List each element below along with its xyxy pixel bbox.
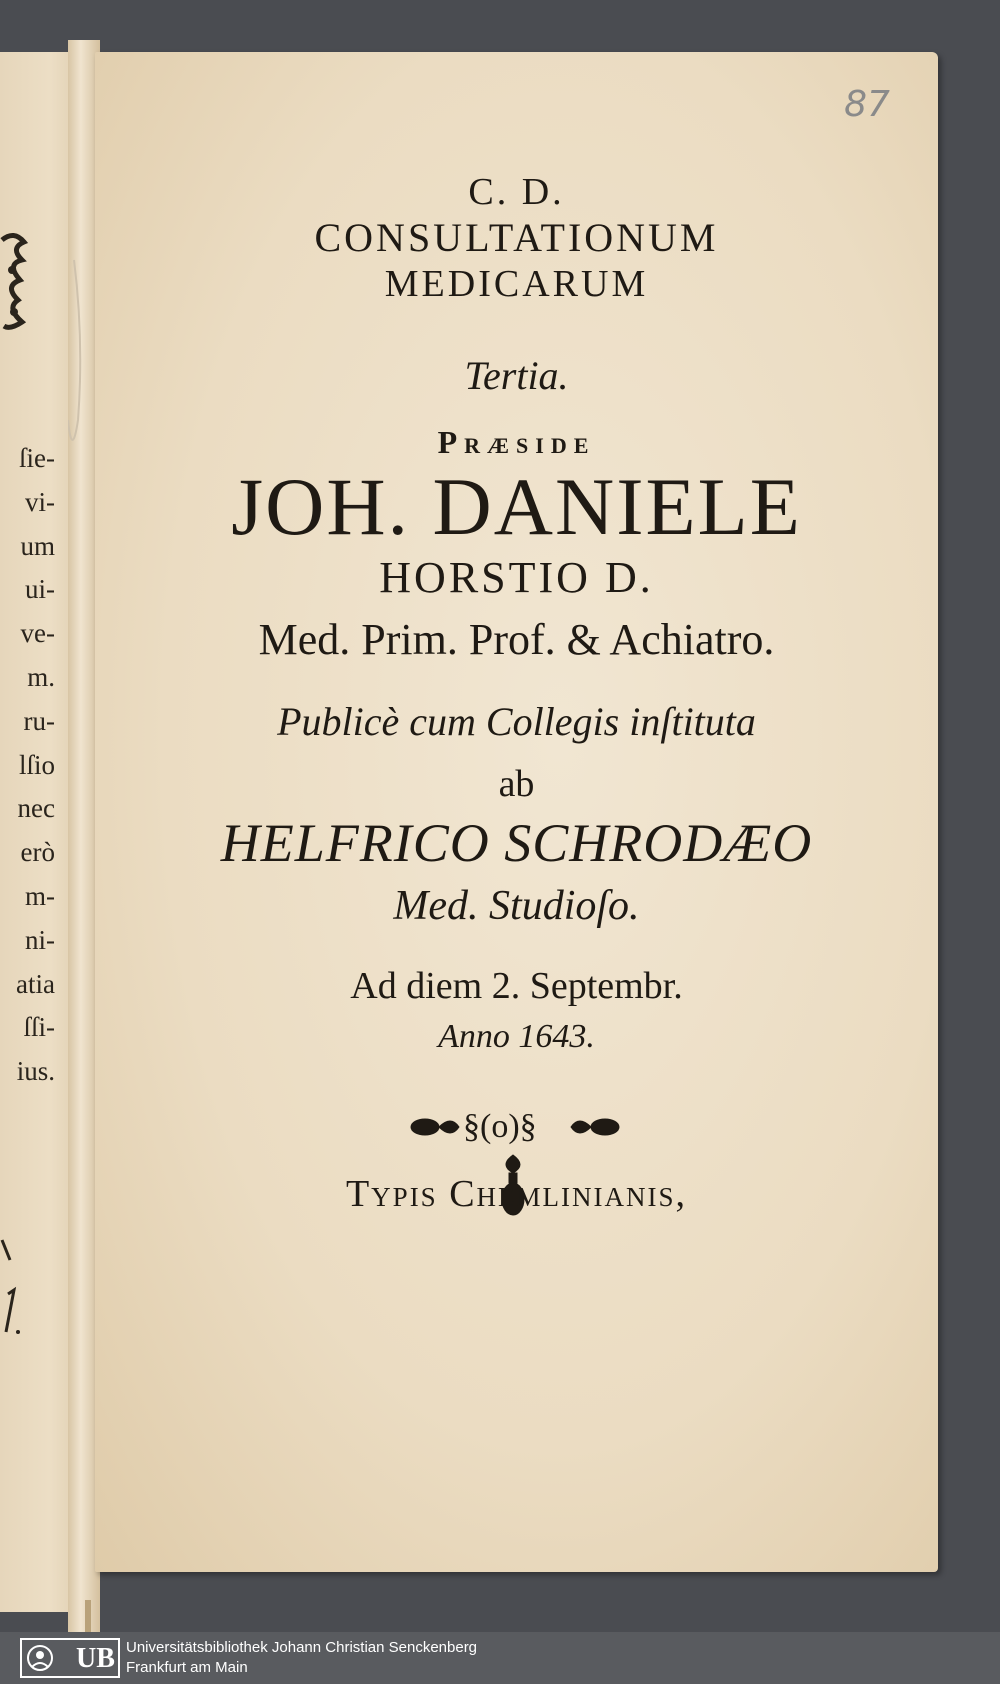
facing-page-text-fragment [0,437,55,1094]
presiding-surname: HORSTIO D. [379,553,654,602]
library-seal-icon [26,1643,54,1673]
footer-bar [0,1632,1000,1684]
footer-institution [126,1638,477,1678]
facing-page-line: ni- [25,924,55,955]
respondent-title: Med. Studioſo. [393,883,640,929]
handwritten-shelf-mark: 87 [844,84,890,125]
facing-page-line: m. [27,661,55,692]
printer-imprint: Typis Chemlinianis, [345,1173,688,1215]
left-page-ornament [0,230,30,335]
respondent-name: HELFRICO SCHRODÆO [220,813,813,873]
facing-page-line: lſio [18,749,55,780]
year-line: Anno 1643. [438,1018,595,1055]
facing-page-line: atia [16,968,55,999]
facing-page-line: ius. [16,1056,55,1087]
title-page [95,52,938,1572]
ordinal: Tertia. [464,353,569,398]
presiding-titles: Med. Prim. Prof. & Achiatro. [258,615,775,664]
presiding-name: JOH. DANIELE [231,461,802,552]
cd-abbreviation: C. D. [468,171,565,213]
preside-label: Præside [437,424,596,460]
facing-page-line: ſſi- [23,1012,55,1043]
svg-text:§(o)§: §(o)§ [463,1108,537,1145]
title-line-1: CONSULTATIONUM [314,215,719,260]
facing-page-line: um [20,530,55,561]
institution-city: Frankfurt am Main [126,1659,248,1676]
title-line-2: MEDICARUM [384,263,649,305]
logo-text: UB [76,1643,115,1674]
ab-word: ab [498,763,535,805]
facing-page-line: vi- [25,486,55,517]
handwritten-marks [0,1232,40,1342]
facing-page-line: erò [20,837,55,868]
facing-page-line: ui- [25,574,55,605]
facing-page-line: nec [17,793,55,824]
publice-line: Publicè cum Collegis inſtituta [277,699,756,744]
facing-page-line: ru- [23,705,55,736]
facing-page-line: m- [25,880,55,911]
institution-name: Universitätsbibliothek Johann Christian Senckenberg [126,1639,478,1656]
date-line: Ad diem 2. Septembr. [350,965,683,1007]
facing-page-line: ſie- [19,443,55,473]
facing-page-line: ve- [20,618,55,649]
library-logo[interactable] [20,1638,120,1678]
